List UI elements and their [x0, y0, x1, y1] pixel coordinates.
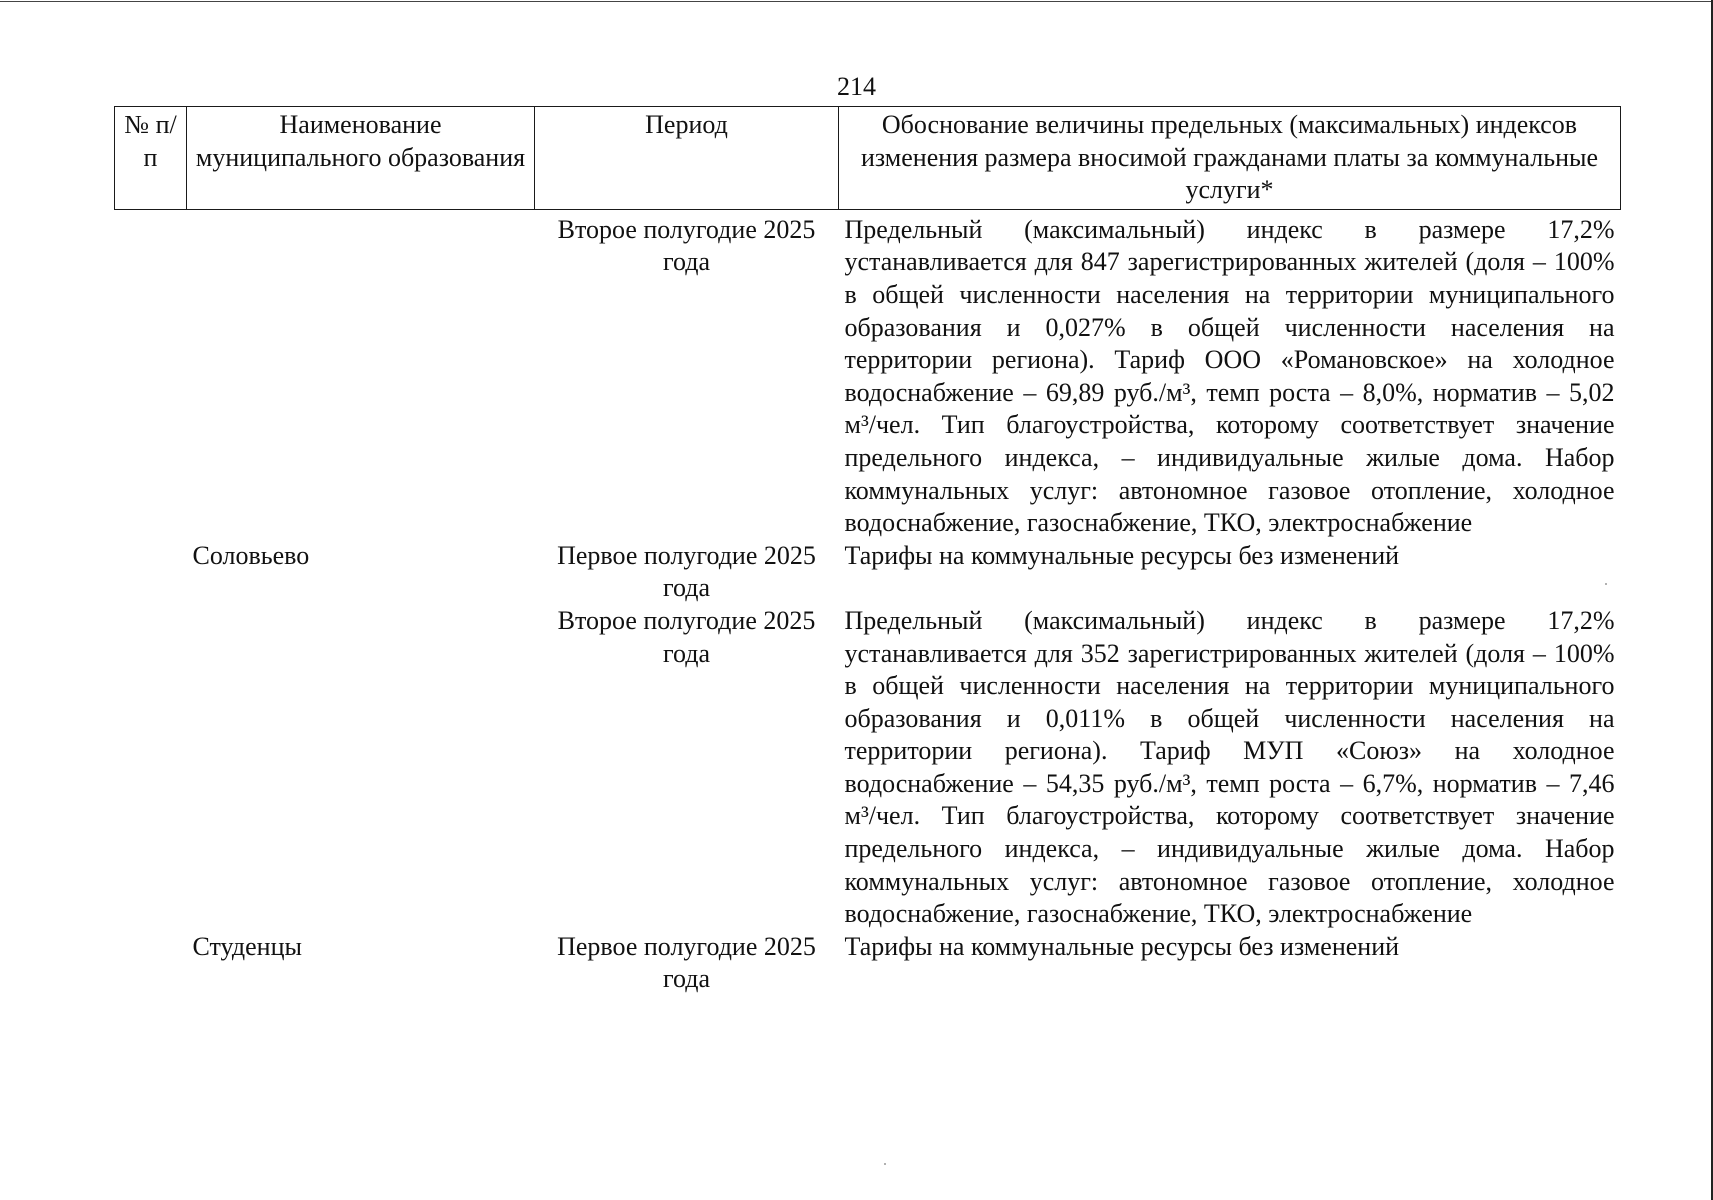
header-num: № п/п	[115, 107, 187, 210]
table-row	[115, 540, 1621, 605]
row-period: Второе полугодие 2025 года	[557, 605, 816, 668]
row-period: Второе полугодие 2025 года	[557, 214, 816, 277]
row-basis	[839, 540, 1621, 605]
table-body	[115, 209, 1621, 996]
row-basis-text: Предельный (максимальный) индекс в размере 17,2% устанавливается для 847 зарегистрированных жителей (доля – 100% в общей численности населения на территории муниципального образования и 0,027% в общей численности населения на территории региона). Тариф ООО «Романовское» на холодное водоснабжение – 69,89 руб./м³, темп роста – 8,0%, норматив – 5,02 м³/чел. Тип благоустройства, которому соответствует значение предельного индекса, – индивидуальные жилые дома. Набор коммунальных услуг: автономное газовое отопление, холодное водоснабжение, газоснабжение, ТКО, электроснабжение	[844, 214, 1615, 538]
page-number: 214	[837, 72, 876, 101]
tariff-index-table	[114, 106, 1621, 996]
row-municipality	[187, 209, 535, 539]
scan-speck	[1605, 583, 1607, 585]
row-municipality: Студенцы	[192, 931, 302, 961]
table-row	[115, 931, 1621, 996]
row-period: Первое полугодие 2025 года	[557, 540, 816, 603]
row-period: Первое полугодие 2025 года	[557, 931, 816, 994]
row-basis-text: Предельный (максимальный) индекс в размере 17,2% устанавливается для 352 зарегистрированных жителей (доля – 100% в общей численности населения на территории муниципального образования и 0,011% в общей численности населения на территории региона). Тариф МУП «Союз» на холодное водоснабжение – 54,35 руб./м³, темп роста – 6,7%, норматив – 7,46 м³/чел. Тип благоустройства, которому соответствует значение предельного индекса, – индивидуальные жилые дома. Набор коммунальных услуг: автономное газовое отопление, холодное водоснабжение, газоснабжение, ТКО, электроснабжение	[844, 605, 1615, 929]
scan-speck	[884, 1163, 886, 1165]
row-municipality: Соловьево	[192, 540, 310, 570]
header-municipality: Наименование муниципального образования	[187, 107, 535, 210]
row-basis-text: Тарифы на коммунальные ресурсы без изменений	[844, 931, 1400, 961]
row-basis-text: Тарифы на коммунальные ресурсы без изменений	[844, 540, 1400, 570]
row-num	[115, 931, 187, 996]
table-row	[115, 605, 1621, 931]
header-period: Период	[535, 107, 839, 210]
header-row	[115, 107, 1621, 210]
row-basis	[839, 209, 1621, 539]
row-num	[115, 605, 187, 931]
table-header	[115, 107, 1621, 210]
scan-edge-top	[0, 1, 1713, 2]
row-basis	[839, 605, 1621, 931]
row-num	[115, 209, 187, 539]
table-row	[115, 209, 1621, 539]
header-basis: Обоснование величины предельных (максимальных) индексов изменения размера вносимой гражданами платы за коммунальные услуги*	[839, 107, 1621, 210]
row-basis	[839, 931, 1621, 996]
row-num	[115, 540, 187, 605]
row-municipality	[187, 605, 535, 931]
